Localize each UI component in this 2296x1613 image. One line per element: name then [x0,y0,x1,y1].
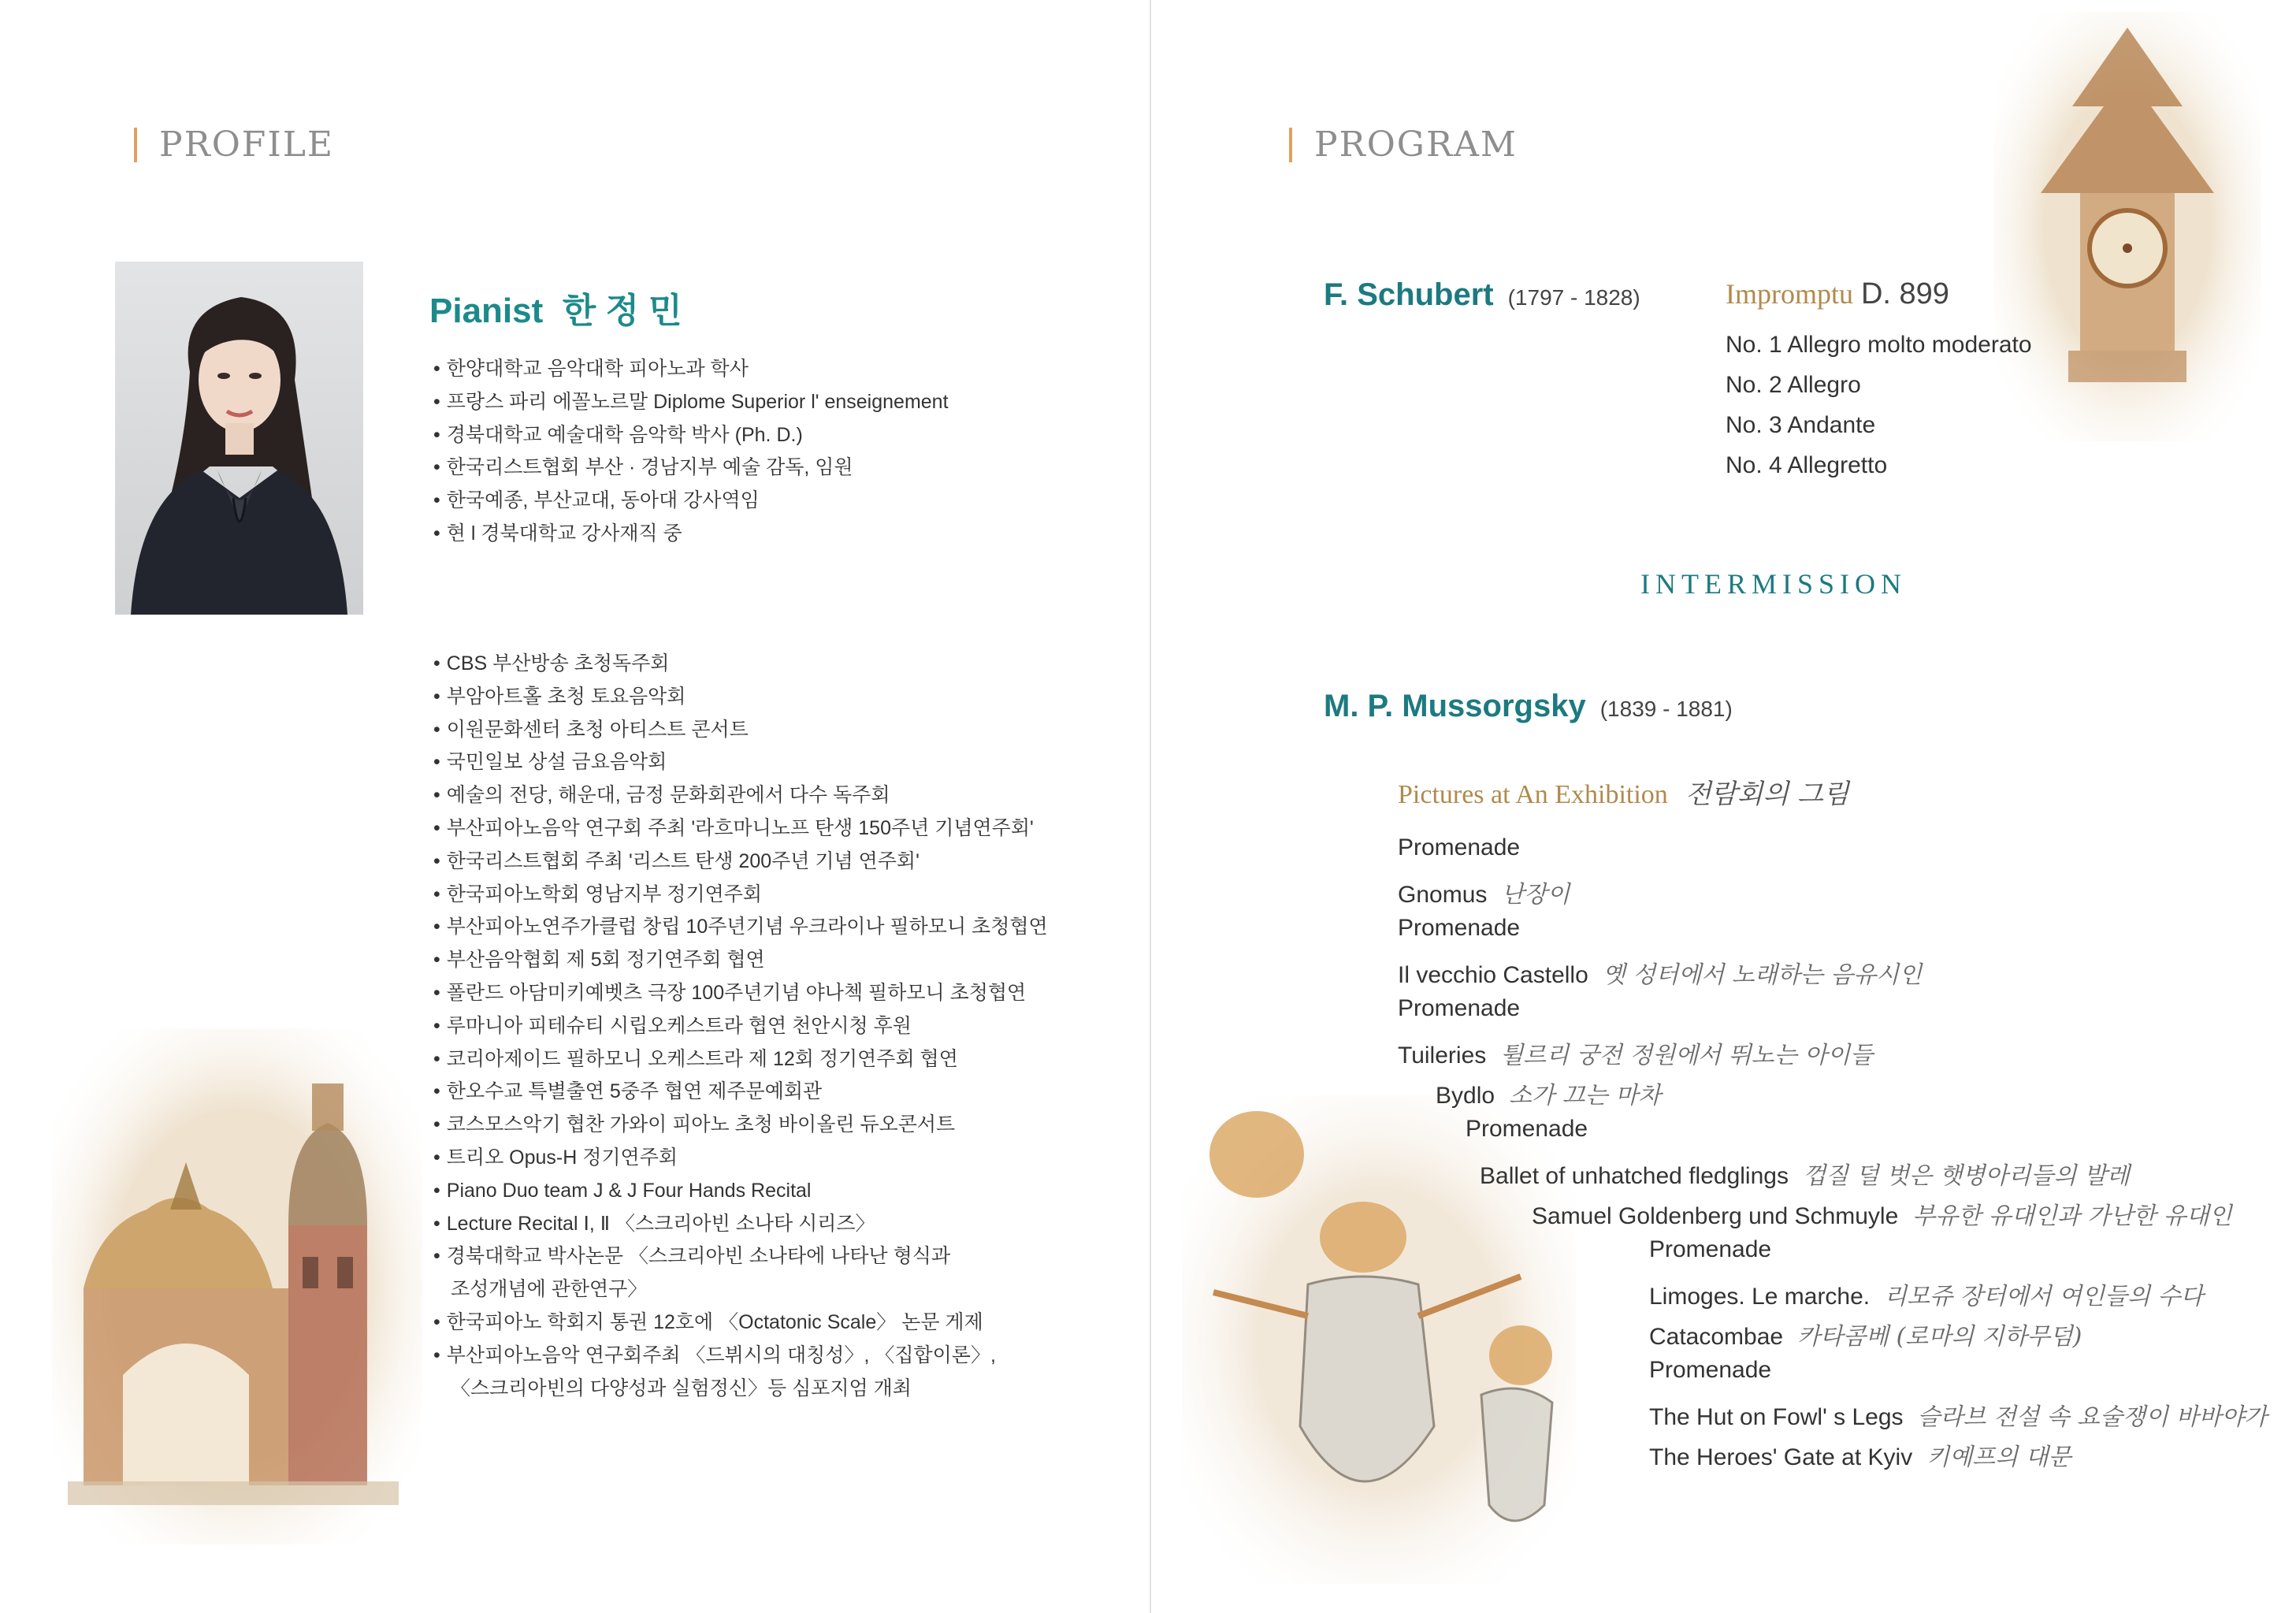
movement-kr: 튈르리 궁전 정원에서 뛰노는 아이들 [1500,1042,1874,1069]
work-title-text: Impromptu [1726,278,1853,310]
movement-en: The Heroes' Gate at Kyiv [1649,1444,1913,1470]
movement-en: Promenade [1649,1357,1772,1383]
list-item: • 루마니아 피테슈티 시립오케스트라 협연 천안시청 후원 [433,1010,1048,1043]
movement-line [1398,834,1520,861]
list-item: • 한국예종, 부산교대, 동아대 강사역임 [433,485,949,518]
list-item: • 한국피아노 학회지 통권 12호에 〈Octatonic Scale〉 논문 게제 [433,1306,1048,1340]
movement-en: Il vecchio Castello [1398,962,1588,988]
movement-en: Samuel Goldenberg und Schmuyle [1532,1203,1899,1229]
list-item: • Lecture Recital Ⅰ, Ⅱ 〈스크리아빈 소나타 시리즈〉 [433,1208,1048,1241]
movement-en: Promenade [1466,1116,1588,1142]
movement-line [1649,1277,2204,1311]
work-pictures [1398,772,1849,811]
movement-kr: 카타콤베 (로마의 지하무덤) [1797,1323,2082,1351]
movement-kr: 옛 성터에서 노래하는 음유시인 [1602,961,1923,989]
movement-en: Promenade [1398,834,1521,860]
list-item: • 한양대학교 음악대학 피아노과 학사 [433,353,949,386]
movement-line [1398,875,1570,909]
list-item: 조성개념에 관한연구〉 [451,1278,648,1301]
movement-en: Promenade [1398,995,1521,1021]
movement-line [1436,1076,1661,1110]
movement-en: Catacombae [1649,1324,1784,1350]
movement-kr: 부유한 유대인과 가난한 유대인 [1912,1202,2232,1230]
composer-name: F. Schubert [1324,277,1494,312]
movement-line [1649,1317,2082,1351]
list-item: • 한국피아노학회 영남지부 정기연주회 [433,879,1048,912]
list-item: • 부산피아노음악 연구회 주최 '라흐마니노프 탄생 150주년 기념연주회' [433,812,1048,846]
list-item: • 한국리스트협회 부산 · 경남지부 예술 감독, 임원 [433,452,949,485]
movement-line [1649,1437,2071,1472]
work-title-text: Pictures at An Exhibition [1398,780,1668,809]
movement-en: Gnomus [1398,882,1488,908]
movement-line [1466,1116,1588,1143]
program-heading-text: PROGRAM [1314,125,1518,165]
movement-en: Promenade [1649,1236,1772,1262]
list-item: • Piano Duo team J & J Four Hands Recital [433,1175,1048,1208]
list-item: • 이원문화센터 초청 아티스트 콘서트 [433,714,1048,747]
movement-en: Limoges. Le marche. [1649,1284,1871,1310]
list-item: • 부암아트홀 초청 토요음악회 [433,681,1048,714]
list-item: 〈스크리아빈의 다양성과 실험정신〉등 심포지엄 개최 [451,1377,912,1399]
portrait-image [115,262,363,615]
composer-name: M. P. Mussorgsky [1324,689,1586,723]
pianist-portrait [115,262,363,615]
movement-en: The Hut on Fowl' s Legs [1649,1404,1904,1430]
movement-kr: 슬라브 전설 속 요술쟁이 바바야가 [1917,1403,2268,1431]
heading-bar [134,128,137,162]
movement-en: Bydlo [1436,1083,1495,1109]
movement-line: No. 3 Andante [1726,412,1876,438]
education-list [433,353,949,551]
list-item: • 부산피아노음악 연구회주최 〈드뷔시의 대칭성〉, 〈집합이론〉, [433,1340,1048,1373]
profile-heading-text: PROFILE [159,125,335,165]
list-item: • 폴란드 아담미키예벳츠 극장 100주년기념 야나첵 필하모니 초청협연 [433,977,1048,1010]
list-item: • 경북대학교 박사논문 〈스크리아빈 소나타에 나타난 형식과 [433,1240,1048,1273]
list-item: • 예술의 전당, 해운대, 금정 문화회관에서 다수 독주회 [433,779,1048,812]
intermission-label: INTERMISSION [1640,568,1908,600]
work-title-korean: 전람회의 그림 [1685,779,1849,810]
list-item: • 한국리스트협회 주최 '리스트 탄생 200주년 기념 연주회' [433,846,1048,879]
composer-dates: (1839 - 1881) [1599,697,1733,721]
list-item: • 코리아제이드 필하모니 오케스트라 제 12회 정기연주회 협연 [433,1043,1048,1076]
movement-line [1649,1357,1771,1384]
profile-heading [134,125,334,165]
career-list [433,648,1048,1405]
program-heading [1289,125,1518,165]
list-item: • CBS 부산방송 초청독주회 [433,648,1048,681]
list-item: • 부산피아노연주가클럽 창립 10주년기념 우크라이나 필하모니 초청협연 [433,911,1048,944]
list-item: • 국민일보 상설 금요음악회 [433,746,1048,779]
composer-dates: (1797 - 1828) [1507,285,1640,310]
heading-bar [1289,128,1292,162]
work-number: D. 899 [1860,277,1949,310]
list-item: • 코스모스악기 협찬 가와이 피아노 초청 바이올린 듀오콘서트 [433,1109,1048,1142]
movement-en: Ballet of unhatched fledglings [1480,1163,1789,1189]
movement-line: No. 4 Allegretto [1726,452,1888,478]
movement-kr: 난장이 [1501,881,1570,909]
movement-line [1649,1397,2267,1432]
movement-line [1480,1156,2130,1191]
movement-kr: 리모쥬 장터에서 여인들의 수다 [1884,1283,2204,1310]
heroes-gate-artwork [52,1028,422,1544]
movement-line: No. 1 Allegro molto moderato [1726,332,2032,358]
movement-line [1649,1236,1771,1263]
work-impromptu [1726,277,1949,311]
composer-mussorgsky [1324,689,1733,724]
movement-line [1532,1196,2232,1231]
list-item: • 부산음악협회 제 5회 정기연주회 협연 [433,944,1048,977]
movement-en: Promenade [1398,915,1521,941]
composer-schubert [1324,277,1640,313]
pianist-title: Pianist 한 정 민 [429,292,682,330]
list-item: • 한오수교 특별출연 5중주 협연 제주문예회관 [433,1076,1048,1109]
movement-en: Tuileries [1398,1043,1487,1069]
movement-line [1398,915,1520,942]
clock-hut-artwork [1993,12,2261,441]
list-item: • 경북대학교 예술대학 음악학 박사 (Ph. D.) [433,419,949,452]
movement-line [1398,995,1520,1022]
list-item: • 트리오 Opus-H 정기연주회 [433,1142,1048,1175]
list-item: • 프랑스 파리 에꼴노르말 Diplome Superior l' enseignement [433,386,949,419]
list-item: • 현 l 경북대학교 강사재직 중 [433,518,949,551]
movement-line: No. 2 Allegro [1726,372,1861,398]
movement-line [1398,1035,1873,1070]
movement-kr: 키예프의 대문 [1926,1444,2071,1471]
movement-kr: 소가 끄는 마차 [1509,1082,1661,1109]
movement-line [1398,955,1922,990]
movement-kr: 껍질 덜 벗은 햇병아리들의 발레 [1802,1162,2130,1190]
